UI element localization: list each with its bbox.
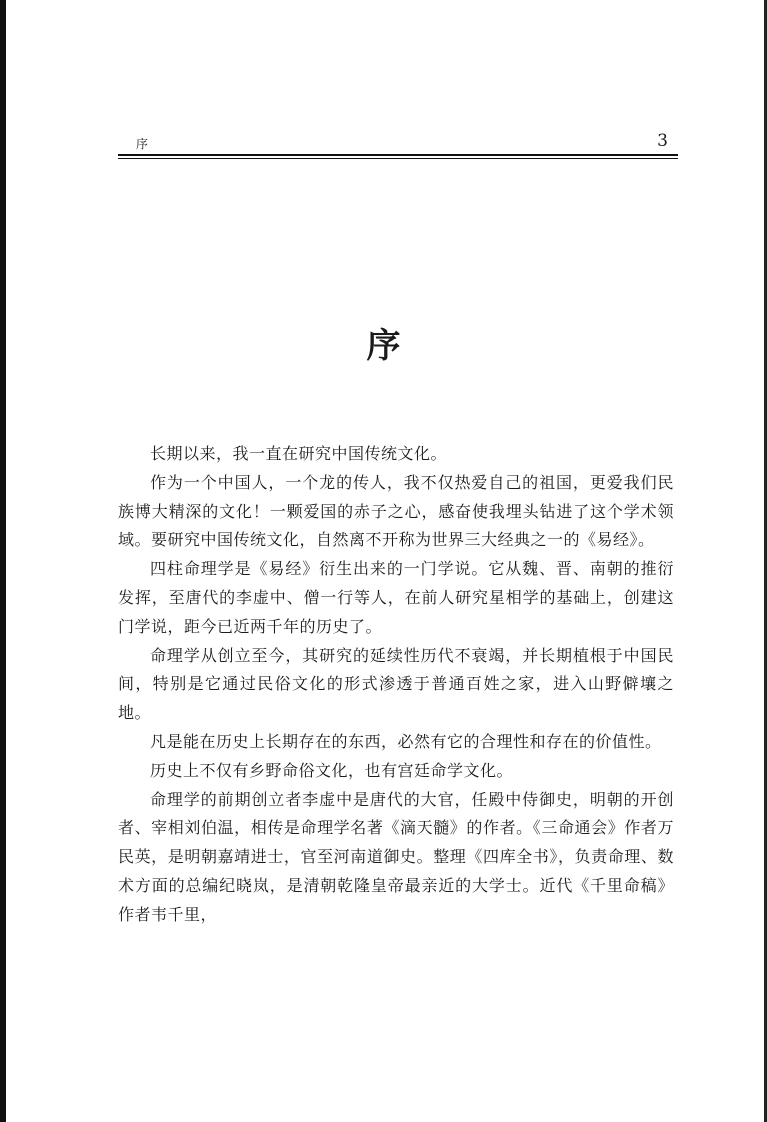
body-text xyxy=(118,440,674,930)
paragraph: 历史上不仅有乡野命俗文化，也有宫廷命学文化。 xyxy=(150,760,514,780)
paragraph: 凡是能在历史上长期存在的东西，必然有它的合理性和存在的价值性。 xyxy=(150,731,662,751)
header-rule-thick xyxy=(118,154,678,156)
paragraph: 作为一个中国人，一个龙的传人，我不仅热爱自己的祖国，更爱我们民族博大精深的文化！一颗爱国的赤子之心，感奋使我埋头钻进了这个学术领域。要研究中国传统文化，自然离不开称为世界三大经典之一的《易经》。 xyxy=(118,472,674,550)
paragraph: 四柱命理学是《易经》衍生出来的一门学说。它从魏、晋、南朝的推衍发挥，至唐代的李虚中、僧一行等人，在前人研究星相学的基础上，创建这门学说，距今已近两千年的历史了。 xyxy=(118,559,674,636)
running-header xyxy=(118,133,678,155)
header-rule-thin xyxy=(118,158,678,159)
paragraph: 长期以来，我一直在研究中国传统文化。 xyxy=(150,444,448,463)
chapter-title: 序 xyxy=(366,326,401,366)
paragraph: 命理学从创立至今，其研究的延续性历代不衰竭，并长期植根于中国民间，特别是它通过民俗文化的形式渗透于普通百姓之家，进入山野僻壤之地。 xyxy=(118,645,674,723)
page-edge-left xyxy=(0,0,6,1122)
paragraph: 命理学的前期创立者李虚中是唐代的大官，任殿中侍御史，明朝的开创者、宰相刘伯温，相传是命理学名著《滴天髓》的作者。《三命通会》作者万民英，是明朝嘉靖进士，官至河南道御史。整理《四库全书》，负责命理、数术方面的总编纪晓岚，是清朝乾隆皇帝最亲近的大学士。近代《千里命稿》作者韦千里， xyxy=(118,789,674,924)
page-number: 3 xyxy=(657,131,668,151)
running-header-title: 序 xyxy=(136,137,150,151)
